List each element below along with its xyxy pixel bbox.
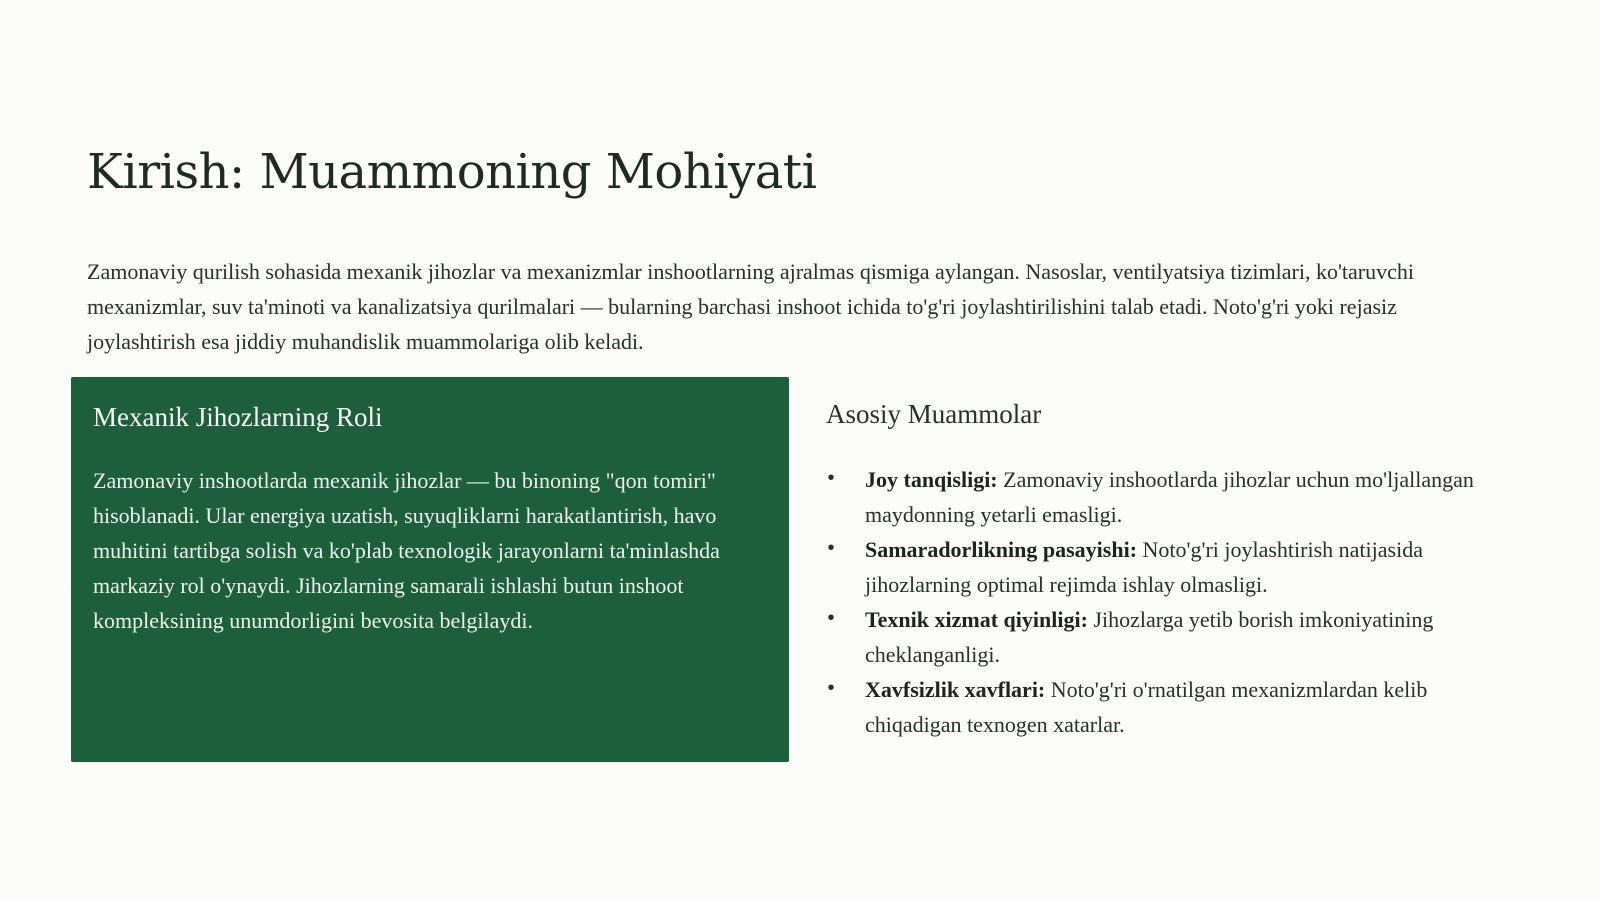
slide-title: Kirish: Muammoning Mohiyati	[87, 144, 817, 200]
main-problems-heading: Asosiy Muammolar	[826, 399, 1042, 429]
problem-text-maintenance-difficulty: Jihozlarga yetib borish imkoniyatining cheklanganligi.	[865, 607, 1434, 667]
problem-text-efficiency-decrease: Noto'g'ri joylashtirish natijasida jihozlarning optimal rejimda ishlay olmasligi.	[865, 537, 1423, 597]
bullet-icon: •	[827, 607, 835, 629]
problem-text-safety-risks: Noto'g'ri o'rnatilgan mexanizmlardan kelib chiqadigan texnogen xatarlar.	[865, 677, 1428, 737]
problem-item-maintenance-difficulty	[826, 602, 1506, 672]
mechanical-role-card	[71, 377, 789, 762]
main-problems-section	[826, 398, 1506, 742]
bullet-icon: •	[827, 467, 835, 489]
mechanical-role-heading: Mexanik Jihozlarning Roli	[93, 402, 383, 432]
problem-label-safety-risks: Xavfsizlik xavflari:	[865, 677, 1046, 702]
intro-paragraph: Zamonaviy qurilish sohasida mexanik jihozlar va mexanizmlar inshootlarning ajralmas qismiga aylangan. Nasoslar, ventilyatsiya tizimlari, ko'taruvchi mexanizmlar, suv ta'minoti va kanalizatsiya qurilmalari — bularning barchasi inshoot ichida to'g'ri joylashtirilishini talab etadi. Noto'g'ri yoki rejasiz joylashtirish esa jiddiy muhandislik muammolariga olib keladi.	[87, 259, 1415, 354]
problem-text-space-shortage: Zamonaviy inshootlarda jihozlar uchun mo'ljallangan maydonning yetarli emasligi.	[865, 467, 1474, 527]
problem-item-efficiency-decrease	[826, 532, 1506, 602]
problem-label-space-shortage: Joy tanqisligi:	[865, 467, 998, 492]
problem-label-efficiency-decrease: Samaradorlikning pasayishi:	[865, 537, 1138, 562]
bullet-icon: •	[827, 537, 835, 559]
problem-list	[826, 462, 1506, 742]
problem-item-safety-risks	[826, 672, 1506, 742]
problem-item-space-shortage	[826, 462, 1506, 532]
problem-label-maintenance-difficulty: Texnik xizmat qiyinligi:	[865, 607, 1088, 632]
bullet-icon: •	[827, 677, 835, 699]
mechanical-role-description: Zamonaviy inshootlarda mexanik jihozlar — bu binoning "qon tomiri" hisoblanadi. Ular energiya uzatish, suyuqliklarni harakatlantirish, havo muhitini tartibga solish va ko'plab texnologik jarayonlarni ta'minlashda markaziy rol o'ynaydi. Jihozlarning samarali ishlashi butun inshoot kompleksining unumdorligini bevosita belgilaydi.	[93, 468, 720, 633]
